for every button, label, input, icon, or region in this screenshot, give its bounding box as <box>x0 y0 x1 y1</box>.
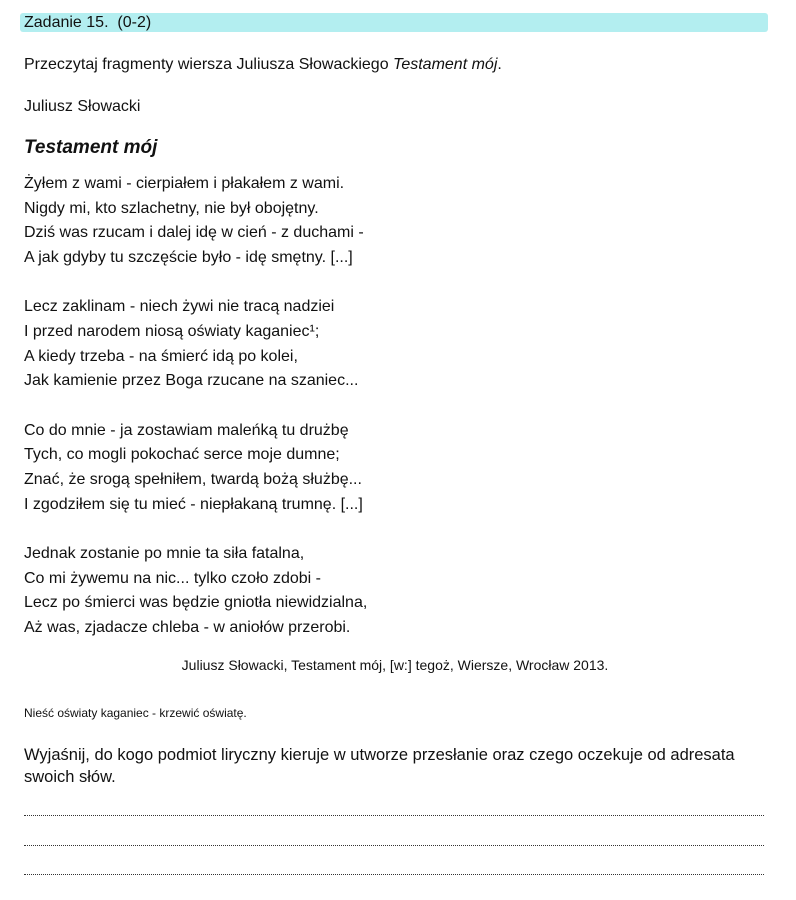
footnote: Nieść oświaty kaganiec - krzewić oświatę. <box>24 706 247 720</box>
task-points: (0-2) <box>117 14 152 31</box>
task-number <box>24 13 151 32</box>
poem-author: Juliusz Słowacki <box>24 98 141 115</box>
verse: A jak gdyby tu szczęście było - idę smętny. [...] <box>24 249 353 267</box>
task-header <box>20 13 768 32</box>
verse: I zgodziłem się tu mieć - niepłakaną trumnę. [...] <box>24 495 363 513</box>
poem-source-citation: Juliusz Słowacki, Testament mój, [w:] tegoż, Wiersze, Wrocław 2013. <box>181 657 609 673</box>
answer-line[interactable] <box>24 874 764 875</box>
stanza-3 <box>24 419 744 518</box>
verse: Nigdy mi, kto szlachetny, nie był obojętny. <box>24 199 319 217</box>
verse: Znać, że srogą spełniłem, twardą bożą służbę... <box>24 471 362 489</box>
verse: Tych, co mogli pokochać serce moje dumne; <box>24 446 340 464</box>
verse: Co mi żywemu na nic... tylko czoło zdobi - <box>24 569 321 587</box>
intro-instruction <box>24 55 502 75</box>
verse: Co do mnie - ja zostawiam maleńką tu drużbę <box>24 421 349 439</box>
stanza-2 <box>24 295 744 394</box>
answer-line[interactable] <box>24 845 764 846</box>
intro-title-italic: Testament mój <box>393 56 498 73</box>
task-label: Zadanie 15. <box>24 14 109 31</box>
answer-line[interactable] <box>24 815 764 816</box>
verse: Jednak zostanie po mnie ta siła fatalna, <box>24 544 305 562</box>
stanza-1 <box>24 172 744 271</box>
verse: Dziś was rzucam i dalej idę w cień - z duchami - <box>24 224 364 242</box>
verse: Lecz po śmierci was będzie gniotła niewidzialna, <box>24 594 368 612</box>
verse: A kiedy trzeba - na śmierć idą po kolei, <box>24 347 298 365</box>
verse: Jak kamienie przez Boga rzucane na szaniec... <box>24 372 359 390</box>
verse: Lecz zaklinam - niech żywi nie tracą nadziei <box>24 298 335 316</box>
intro-text-end: . <box>497 56 502 73</box>
poem-body <box>24 172 744 665</box>
stanza-4 <box>24 542 744 641</box>
intro-text: Przeczytaj fragmenty wiersza Juliusza Słowackiego <box>24 56 394 73</box>
poem-title: Testament mój <box>24 137 158 158</box>
verse: Aż was, zjadacze chleba - w aniołów przerobi. <box>24 619 351 637</box>
task-question: Wyjaśnij, do kogo podmiot liryczny kieruje w utworze przesłanie oraz czego oczekuje od adresata swoich słów. <box>24 746 735 786</box>
verse: Żyłem z wami - cierpiałem i płakałem z wami. <box>24 175 345 192</box>
verse: I przed narodem niosą oświaty kaganiec¹; <box>24 323 320 341</box>
